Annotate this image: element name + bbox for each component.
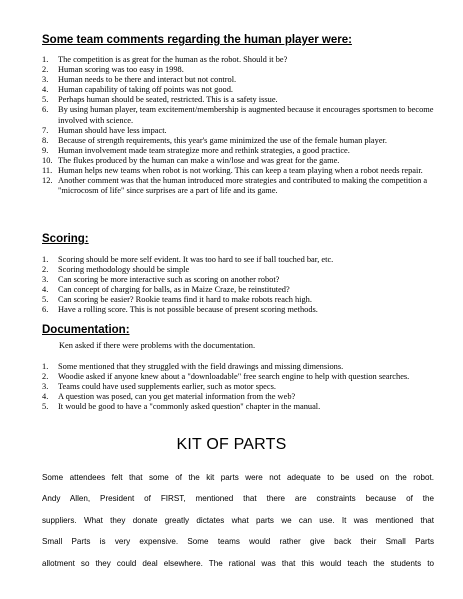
list-item	[42, 166, 434, 176]
list-item-number: 6.	[42, 105, 49, 115]
list-item-text: Have a rolling score. This is not possible because of present scoring methods.	[58, 305, 318, 315]
list-item-text: Can concept of charging for balls, as in Maize Craze, be reinstituted?	[58, 285, 290, 295]
list-item-text: The competition is as great for the human as the robot. Should it be?	[58, 55, 288, 64]
kit-of-parts-paragraph	[42, 467, 434, 574]
list-item-text: Because of strength requirements, this year's game minimized the use of the female human player.	[58, 135, 387, 145]
list-item-number: 5.	[42, 295, 49, 305]
list-item	[42, 295, 434, 305]
list-item	[42, 126, 434, 136]
list-item	[42, 305, 434, 315]
list-item-text: Human scoring was too easy in 1998.	[58, 65, 184, 75]
section-heading-documentation: Documentation:	[42, 324, 130, 336]
list-item	[42, 105, 434, 125]
list-item-number: 4.	[42, 285, 49, 295]
list-item	[42, 285, 434, 295]
list-item-number: 2.	[42, 372, 49, 382]
list-item-text: Woodie asked if anyone knew about a "downloadable" free search engine to help with question searches.	[58, 372, 410, 382]
list-item-number: 4.	[42, 392, 49, 402]
list-item-number: 5.	[42, 402, 49, 412]
list-item	[42, 156, 434, 166]
documentation-list	[42, 362, 434, 412]
list-item-text: Human involvement made team strategize more and rethink strategies, a good practice.	[58, 145, 350, 155]
list-item	[42, 382, 434, 392]
list-item-number: 3.	[42, 275, 49, 285]
list-item-number: 6.	[42, 305, 49, 315]
list-item	[42, 362, 434, 372]
list-item-number: 12.	[42, 176, 53, 186]
list-item-number: 1.	[42, 255, 49, 264]
list-item-text: Scoring should be more self evident. It was too hard to see if ball touched bar, etc.	[58, 255, 334, 264]
kit-of-parts-title: KIT OF PARTS	[176, 436, 287, 453]
documentation-note: Ken asked if there were problems with the documentation.	[59, 341, 256, 350]
list-item	[42, 85, 434, 95]
list-item-text: The flukes produced by the human can make a win/lose and was great for the game.	[58, 155, 340, 165]
list-item-text: Can scoring be more interactive such as scoring on another robot?	[58, 275, 280, 285]
list-item-text: Perhaps human should be seated, restricted. This is a safety issue.	[58, 95, 278, 105]
list-item	[42, 176, 434, 196]
list-item-text: Scoring methodology should be simple	[58, 265, 190, 275]
list-item	[42, 95, 434, 105]
list-item-number: 1.	[42, 55, 49, 64]
paragraph-line: Some attendees felt that some of the kit parts were not adequate to be used on the robot.	[42, 473, 434, 482]
list-item-text: Human needs to be there and interact but not control.	[58, 75, 237, 85]
paragraph-line: suppliers. What they donate greatly dictates what parts we can use. It was mentioned that	[42, 515, 434, 525]
list-item-text: Human helps new teams when robot is not working. This can keep a team playing when a robot needs repair.	[58, 166, 423, 176]
section-heading-scoring: Scoring:	[42, 233, 89, 245]
list-item	[42, 65, 434, 75]
list-item	[42, 402, 434, 412]
paragraph-line: allotment so they could deal elsewhere. The rational was that this would teach the students to	[42, 558, 434, 568]
list-item-text: Human capability of taking off points was not good.	[58, 85, 233, 95]
list-item-number: 8.	[42, 135, 49, 145]
list-item-text: By using human player, team excitement/membership is augmented because it encourages sportsmen to become involved with science.	[58, 105, 434, 125]
list-item	[42, 372, 434, 382]
list-item-text: Some mentioned that they struggled with the field drawings and missing dimensions.	[58, 362, 344, 371]
paragraph-line: Small Parts is very expensive. Some teams would rather give back their Small Parts	[42, 537, 434, 547]
list-item-number: 7.	[42, 125, 49, 135]
list-item-number: 4.	[42, 85, 49, 95]
list-item-text: Can scoring be easier? Rookie teams find it hard to make robots reach high.	[58, 295, 312, 305]
scoring-list	[42, 255, 434, 316]
list-item	[42, 146, 434, 156]
list-item	[42, 136, 434, 146]
list-item-number: 2.	[42, 65, 49, 75]
list-item-number: 5.	[42, 95, 49, 105]
list-item	[42, 55, 434, 65]
list-item-number: 2.	[42, 265, 49, 275]
list-item-number: 3.	[42, 75, 49, 85]
list-item-number: 1.	[42, 362, 49, 371]
list-item	[42, 392, 434, 402]
list-item-number: 3.	[42, 382, 49, 392]
section-heading-human-player: Some team comments regarding the human player were:	[42, 34, 352, 46]
list-item-number: 10.	[42, 155, 53, 165]
list-item-number: 11.	[42, 166, 53, 176]
list-item	[42, 265, 434, 275]
list-item	[42, 275, 434, 285]
list-item-text: A question was posed, can you get material information from the web?	[58, 392, 296, 402]
list-item-text: Human should have less impact.	[58, 125, 167, 135]
paragraph-line: Andy Allen, President of FIRST, mentioned that there are constraints because of the	[42, 494, 434, 504]
list-item-number: 9.	[42, 145, 49, 155]
human-player-list	[42, 55, 434, 196]
list-item	[42, 255, 434, 265]
list-item-text: It would be good to have a "commonly asked question" chapter in the manual.	[58, 402, 321, 412]
list-item-text: Teams could have used supplements earlier, such as motor specs.	[58, 382, 276, 392]
list-item	[42, 75, 434, 85]
list-item-text: Another comment was that the human introduced more strategies and contributed to making the competition a "microcosm of life" since surprises are a part of life and its game.	[58, 176, 428, 196]
